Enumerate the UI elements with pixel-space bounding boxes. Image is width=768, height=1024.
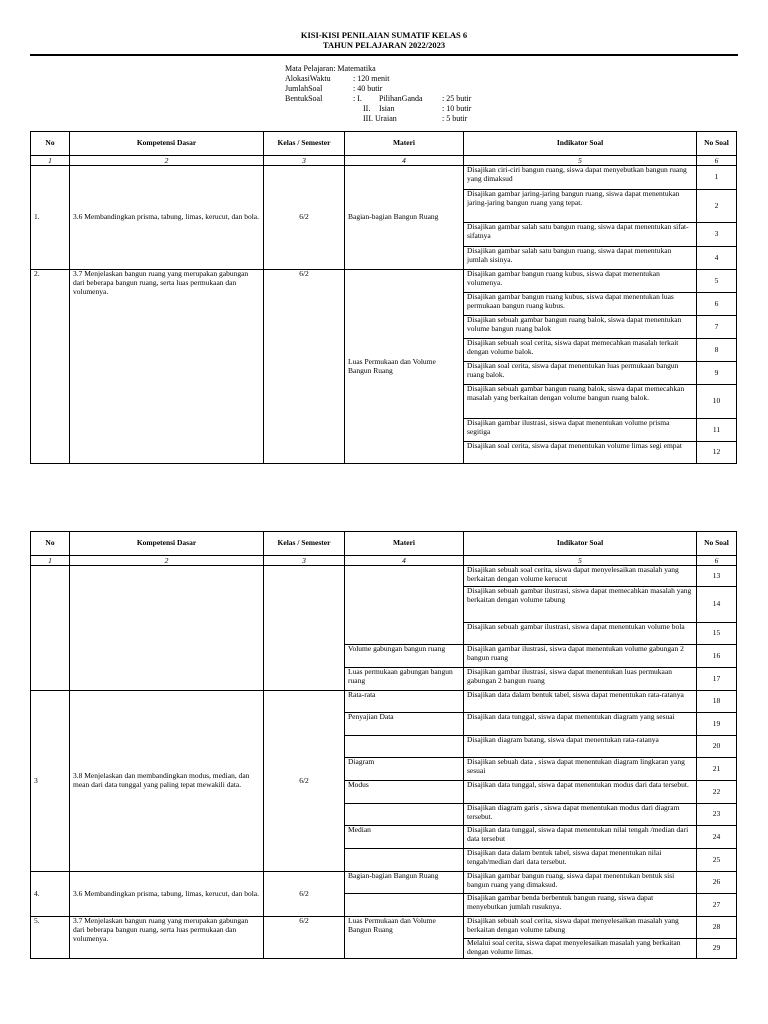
materi: Luas Permukaan dan Volume Bangun Ruang xyxy=(345,917,464,959)
table-row xyxy=(31,872,737,894)
table-header-row xyxy=(31,532,737,556)
row-no: 4. xyxy=(31,872,70,917)
col-number: 5 xyxy=(464,556,697,566)
no-soal: 27 xyxy=(697,894,737,917)
materi: Luas Permukaan dan Volume Bangun Ruang xyxy=(345,270,464,464)
col-header-no: No xyxy=(31,132,70,156)
col-number: 1 xyxy=(31,556,70,566)
header-divider xyxy=(30,54,738,56)
bentuk-prefix: II. xyxy=(363,104,371,113)
col-number: 6 xyxy=(697,156,737,166)
bentuk-soal-row-3 xyxy=(285,114,468,124)
no-soal: 1 xyxy=(697,166,737,190)
indikator-soal: Disajikan data tunggal, siswa dapat menentukan modus dari data tersebut. xyxy=(464,781,697,804)
bentuk-type: Isian xyxy=(379,104,395,113)
indikator-soal: Disajikan gambar ilustrasi, siswa dapat menentukan luas permukaan gabungan 2 bangun ruang xyxy=(464,668,697,691)
kompetensi-dasar: 3.7 Menjelaskan bangun ruang yang merupakan gabungan dari beberapa bangun ruang, serta luas permukaan dan volumenya. xyxy=(70,917,264,959)
indikator-soal: Disajikan gambar jaring-jaring bangun ruang, siswa dapat menentukan jaring-jaring bangun ruang yang tepat. xyxy=(464,190,697,223)
bentuk-soal-row-2 xyxy=(285,104,472,114)
no-soal: 2 xyxy=(697,190,737,223)
jumlah-label: JumlahSoal xyxy=(285,84,323,93)
indikator-soal: Disajikan gambar salah satu bangun ruang, siswa dapat menentukan jumlah sisinya. xyxy=(464,247,697,270)
column-number-row xyxy=(31,556,737,566)
indikator-soal: Disajikan data tunggal, siswa dapat menentukan diagram yang sesuai xyxy=(464,713,697,736)
table-row xyxy=(31,691,737,713)
mata-pelajaran: Mata Pelajaran: Matematika xyxy=(285,64,376,73)
col-number: 4 xyxy=(345,156,464,166)
no-soal: 3 xyxy=(697,223,737,247)
materi: Penyajian Data xyxy=(345,713,464,736)
row-no: 2. xyxy=(31,270,70,464)
no-soal: 21 xyxy=(697,758,737,781)
table-row xyxy=(31,166,737,190)
column-number-row xyxy=(31,156,737,166)
jumlah-soal xyxy=(285,84,389,94)
indikator-soal: Disajikan soal cerita, siswa dapat menentukan luas permukaan bangun ruang balok. xyxy=(464,362,697,385)
indikator-soal: Disajikan diagram garis , siswa dapat menentukan modus dari diagram tersebut. xyxy=(464,804,697,826)
col-number: 6 xyxy=(697,556,737,566)
no-soal: 24 xyxy=(697,826,737,849)
document-subtitle: TAHUN PELAJARAN 2022/2023 xyxy=(322,40,446,50)
materi: Bagian-bagian Bangun Ruang xyxy=(345,166,464,270)
materi: Modus xyxy=(345,781,464,804)
alokasi-waktu xyxy=(285,74,389,84)
col-number: 5 xyxy=(464,156,697,166)
materi: Bagian-bagian Bangun Ruang xyxy=(345,872,464,894)
indikator-soal: Disajikan soal cerita, siswa dapat menentukan volume limas segi empat xyxy=(464,442,697,464)
bentuk-label: BentukSoal xyxy=(285,94,323,103)
no-soal: 16 xyxy=(697,645,737,668)
materi xyxy=(345,566,464,645)
kompetensi-dasar: 3.8 Menjelaskan dan membandingkan modus, median, dan mean dari data tunggal yang paling tepat mewakili data. xyxy=(70,691,264,872)
alokasi-value: : 120 menit xyxy=(353,74,390,83)
kisi-kisi-table-2 xyxy=(30,531,737,959)
col-header-no-soal: No Soal xyxy=(697,532,737,556)
indikator-soal: Disajikan sebuah soal cerita, siswa dapat menyelesaikan masalah yang berkaitan dengan volume kerucut xyxy=(464,566,697,587)
table-row xyxy=(31,566,737,587)
no-soal: 15 xyxy=(697,623,737,645)
jumlah-value: : 40 butir xyxy=(353,84,383,93)
col-header-materi: Materi xyxy=(345,532,464,556)
col-number: 3 xyxy=(264,556,345,566)
indikator-soal: Disajikan gambar bangun ruang kubus, siswa dapat menentukan luas permukaan bangun ruang kubus. xyxy=(464,293,697,316)
materi: Diagram xyxy=(345,758,464,781)
col-number: 2 xyxy=(70,156,264,166)
no-soal: 10 xyxy=(697,385,737,419)
indikator-soal: Disajikan gambar ilustrasi, siswa dapat menentukan volume gabungan 2 bangun ruang xyxy=(464,645,697,668)
indikator-soal: Disajikan sebuah gambar bangun ruang balok, siswa dapat memecahkan masalah yang berkaitan dengan volume bangun ruang balok. xyxy=(464,385,697,419)
table-row xyxy=(31,270,737,293)
row-no xyxy=(31,566,70,691)
row-no: 3 xyxy=(31,691,70,872)
table-row xyxy=(31,917,737,939)
col-number: 3 xyxy=(264,156,345,166)
no-soal: 18 xyxy=(697,691,737,713)
col-header-kelas: Kelas / Semester xyxy=(264,132,345,156)
col-header-kelas: Kelas / Semester xyxy=(264,532,345,556)
materi: Luas permukaan gabungan bangun ruang xyxy=(345,668,464,691)
indikator-soal: Disajikan sebuah soal cerita, siswa dapat menyelesaikan masalah yang berkaitan dengan volume tabung xyxy=(464,917,697,939)
materi: Rata-rata xyxy=(345,691,464,713)
no-soal: 22 xyxy=(697,781,737,804)
materi: Median xyxy=(345,826,464,849)
materi xyxy=(345,804,464,826)
materi xyxy=(345,894,464,917)
indikator-soal: Disajikan sebuah gambar ilustrasi, siswa dapat menentukan volume bola xyxy=(464,623,697,645)
no-soal: 7 xyxy=(697,316,737,339)
no-soal: 12 xyxy=(697,442,737,464)
indikator-soal: Disajikan sebuah soal cerita, siswa dapat memecahkan masalah terkait dengan volume balok. xyxy=(464,339,697,362)
col-header-kd: Kompetensi Dasar xyxy=(70,532,264,556)
row-no: 1. xyxy=(31,166,70,270)
bentuk-count: : 25 butir xyxy=(442,94,472,103)
col-header-materi: Materi xyxy=(345,132,464,156)
indikator-soal: Disajikan data dalam bentuk tabel, siswa dapat menentukan nilai tengah/median dari data tersebut. xyxy=(464,849,697,872)
no-soal: 9 xyxy=(697,362,737,385)
no-soal: 19 xyxy=(697,713,737,736)
no-soal: 5 xyxy=(697,270,737,293)
indikator-soal: Disajikan sebuah data , siswa dapat menentukan diagram lingkaran yang sesuai xyxy=(464,758,697,781)
no-soal: 23 xyxy=(697,804,737,826)
bentuk-soal-row-1 xyxy=(285,94,472,104)
indikator-soal: Disajikan gambar ilustrasi, siswa dapat menentukan volume prisma segitiga xyxy=(464,419,697,442)
indikator-soal: Disajikan ciri-ciri bangun ruang, siswa dapat menyebutkan bangun ruang yang dimaksud xyxy=(464,166,697,190)
no-soal: 20 xyxy=(697,736,737,758)
col-header-kd: Kompetensi Dasar xyxy=(70,132,264,156)
col-header-indikator: Indikator Soal xyxy=(464,532,697,556)
indikator-soal: Disajikan diagram batang, siswa dapat menentukan rata-ratanya xyxy=(464,736,697,758)
table-header-row xyxy=(31,132,737,156)
row-no: 5. xyxy=(31,917,70,959)
indikator-soal: Disajikan data tunggal, siswa dapat menentukan nilai tengah /median dari data tersebut xyxy=(464,826,697,849)
no-soal: 25 xyxy=(697,849,737,872)
no-soal: 29 xyxy=(697,939,737,959)
no-soal: 26 xyxy=(697,872,737,894)
kelas-semester: 6/2 xyxy=(264,270,345,464)
kompetensi-dasar: 3.6 Membandingkan prisma, tabung, limas, kerucut, dan bola. xyxy=(70,872,264,917)
col-number: 4 xyxy=(345,556,464,566)
kelas-semester: 6/2 xyxy=(264,872,345,917)
bentuk-count: : 5 butir xyxy=(442,114,468,123)
no-soal: 17 xyxy=(697,668,737,691)
kompetensi-dasar: 3.6 Membandingkan prisma, tabung, limas, kerucut, dan bola. xyxy=(70,166,264,270)
bentuk-prefix: : I. xyxy=(353,94,362,103)
materi: Volume gabungan bangun ruang xyxy=(345,645,464,668)
kelas-semester: 6/2 xyxy=(264,917,345,959)
kisi-kisi-table-1 xyxy=(30,131,737,464)
no-soal: 4 xyxy=(697,247,737,270)
col-number: 1 xyxy=(31,156,70,166)
materi xyxy=(345,849,464,872)
col-number: 2 xyxy=(70,556,264,566)
indikator-soal: Disajikan sebuah gambar bangun ruang balok, siswa dapat menentukan volume bangun ruang balok xyxy=(464,316,697,339)
indikator-soal: Disajikan data dalam bentuk tabel, siswa dapat menentukan rata-ratanya xyxy=(464,691,697,713)
indikator-soal: Disajikan sebuah gambar ilustrasi, siswa dapat memecahkan masalah yang berkaitan dengan volume tabung xyxy=(464,587,697,623)
indikator-soal: Melalui soal cerita, siswa dapat menyelesaikan masalah yang berkaitan dengan volume limas. xyxy=(464,939,697,959)
indikator-soal: Disajikan gambar salah satu bangun ruang, siswa dapat menentukan sifat-sifatnya xyxy=(464,223,697,247)
bentuk-count: : 10 butir xyxy=(442,104,472,113)
document-title: KISI-KISI PENILAIAN SUMATIF KELAS 6 xyxy=(300,30,468,40)
bentuk-prefix: III. Uraian xyxy=(363,114,397,123)
col-header-indikator: Indikator Soal xyxy=(464,132,697,156)
kelas-semester: 6/2 xyxy=(264,166,345,270)
no-soal: 14 xyxy=(697,587,737,623)
indikator-soal: Disajikan gambar bangun ruang kubus, siswa dapat menentukan volumenya. xyxy=(464,270,697,293)
no-soal: 28 xyxy=(697,917,737,939)
kelas-semester: 6/2 xyxy=(264,691,345,872)
kompetensi-dasar xyxy=(70,566,264,691)
materi xyxy=(345,736,464,758)
alokasi-label: AlokasiWaktu xyxy=(285,74,331,83)
indikator-soal: Disajikan gambar benda berbentuk bangun ruang, siswa dapat menyebutkan jumlah rusuknya. xyxy=(464,894,697,917)
no-soal: 11 xyxy=(697,419,737,442)
col-header-no: No xyxy=(31,532,70,556)
indikator-soal: Disajikan gambar bangun ruang, siswa dapat menentukan bentuk sisi bangun ruang yang dimaksud. xyxy=(464,872,697,894)
no-soal: 8 xyxy=(697,339,737,362)
meta-info xyxy=(285,64,472,124)
kompetensi-dasar: 3.7 Menjelaskan bangun ruang yang merupakan gabungan dari beberapa bangun ruang, serta luas permukaan dan volumenya. xyxy=(70,270,264,464)
col-header-no-soal: No Soal xyxy=(697,132,737,156)
kelas-semester xyxy=(264,566,345,691)
no-soal: 13 xyxy=(697,566,737,587)
bentuk-type: PilihanGanda xyxy=(379,94,423,103)
no-soal: 6 xyxy=(697,293,737,316)
